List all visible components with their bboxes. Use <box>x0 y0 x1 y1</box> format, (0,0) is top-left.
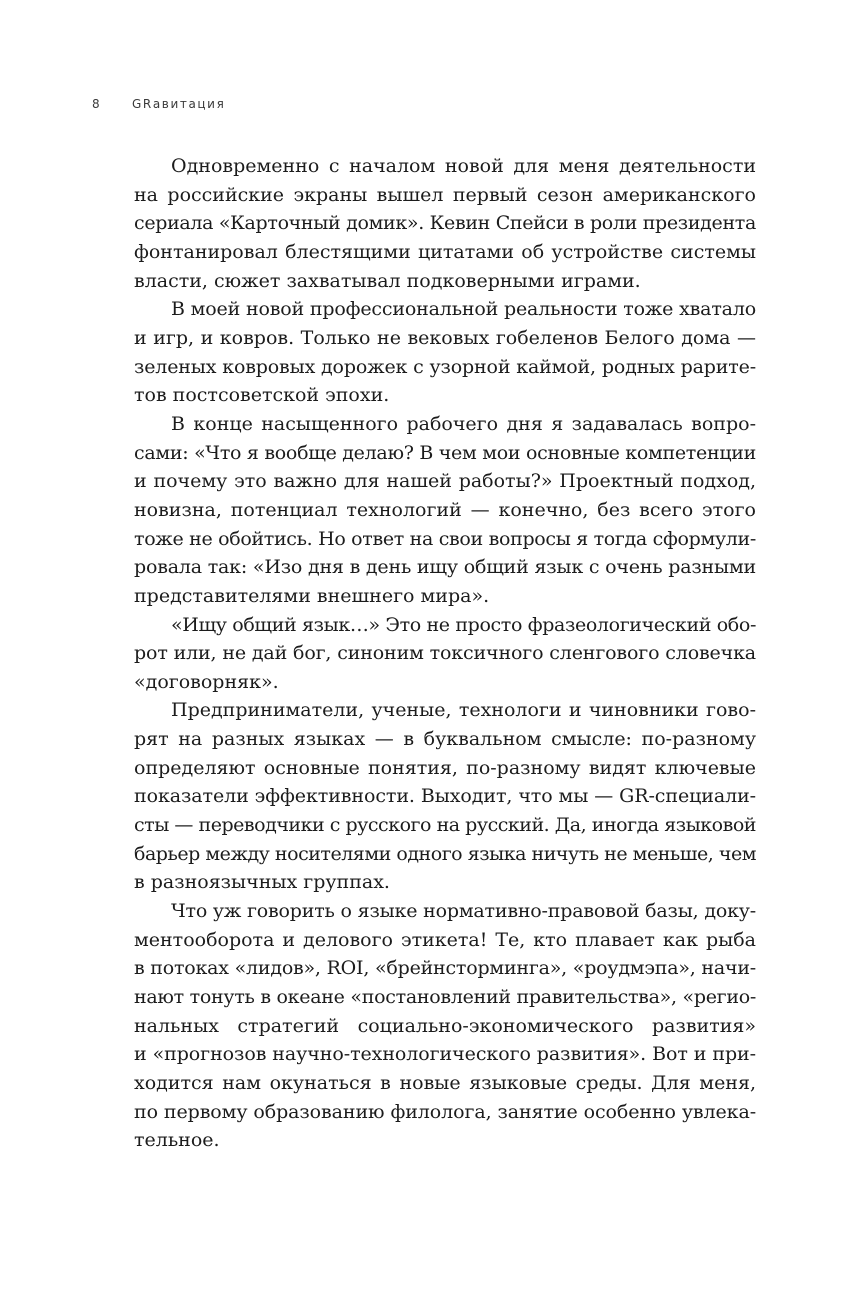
text-line: «Ищу общий язык…» Это не просто фразеологический обо- <box>171 613 756 636</box>
text-line: тоже не обойтись. Но ответ на свои вопросы я тогда сформули- <box>134 527 756 550</box>
text-line: новизна, потенциал технологий — конечно, без всего этого <box>134 498 756 521</box>
text-line: рят на разных языках — в буквальном смысле: по-разному <box>134 728 756 751</box>
book-title: GRавитация <box>132 97 226 111</box>
text-line: в потоках «лидов», ROI, «брейнсторминга», «роудмэпа», начи- <box>134 957 756 980</box>
page-number: 8 <box>92 97 102 111</box>
text-line: Что уж говорить о языке нормативно-правовой базы, доку- <box>171 900 757 923</box>
text-line: и «прогнозов научно-технологического развития». Вот и при- <box>134 1043 756 1066</box>
text-body <box>134 152 756 1155</box>
text-line: В моей новой профессиональной реальности тоже хватало <box>171 298 756 321</box>
text-line: рот или, не дай бог, синоним токсичного сленгового словечка <box>134 642 756 665</box>
text-line: сты — переводчики с русского на русский. Да, иногда языковой <box>134 814 756 837</box>
text-line: и игр, и ковров. Только не вековых гобеленов Белого дома — <box>134 326 756 349</box>
text-line: сами: «Что я вообще делаю? В чем мои основные компетенции <box>134 441 757 464</box>
paragraph-4 <box>134 611 756 697</box>
text-line: Одновременно с началом новой для меня деятельности <box>171 155 756 177</box>
text-line: на российские экраны вышел первый сезон американского <box>134 183 756 206</box>
text-line: представителями внешнего мира». <box>134 584 490 607</box>
text-line: тов постсоветской эпохи. <box>134 384 390 407</box>
text-line: В конце насыщенного рабочего дня я задавалась вопро- <box>171 412 756 435</box>
text-line: по первому образованию филолога, занятие особенно увлека- <box>134 1100 757 1123</box>
paragraph-5 <box>134 696 756 897</box>
paragraph-6 <box>134 897 756 1155</box>
text-line: нают тонуть в океане «постановлений правительства», «регио- <box>134 986 757 1009</box>
text-line: тельное. <box>134 1129 220 1152</box>
text-line: определяют основные понятия, по-разному видят ключевые <box>134 756 756 779</box>
text-line: зеленых ковровых дорожек с узорной каймой, родных раритe- <box>134 355 756 378</box>
text-line: власти, сюжет захватывал подковерными играми. <box>134 269 641 292</box>
running-head <box>92 97 225 111</box>
text-line: ходится нам окунаться в новые языковые среды. Для меня, <box>134 1072 756 1094</box>
paragraph-2 <box>134 295 756 410</box>
paragraph-1 <box>134 152 756 295</box>
text-line: фонтанировал блестящими цитатами об устройстве системы <box>134 240 756 263</box>
text-line: сериала «Карточный домик». Кевин Спейси в роли президента <box>134 212 756 235</box>
text-line: нальных стратегий социально-экономического развития» <box>134 1014 756 1037</box>
text-line: барьер между носителями одного языка ничуть не меньше, чем <box>134 842 757 865</box>
paragraph-3 <box>134 410 756 611</box>
text-line: ментооборота и делового этикета! Те, кто плавает как рыба <box>134 928 756 951</box>
text-line: и почему это важно для нашей работы?» Проектный подход, <box>134 470 756 493</box>
text-line: ровала так: «Изо дня в день ищу общий язык с очень разными <box>134 556 757 579</box>
text-line: Предприниматели, ученые, технологи и чиновники гово- <box>171 699 756 722</box>
text-line: в разноязычных группах. <box>134 871 390 894</box>
text-line: «договорняк». <box>134 670 279 693</box>
text-line: показатели эффективности. Выходит, что мы — GR-специали- <box>134 785 757 808</box>
